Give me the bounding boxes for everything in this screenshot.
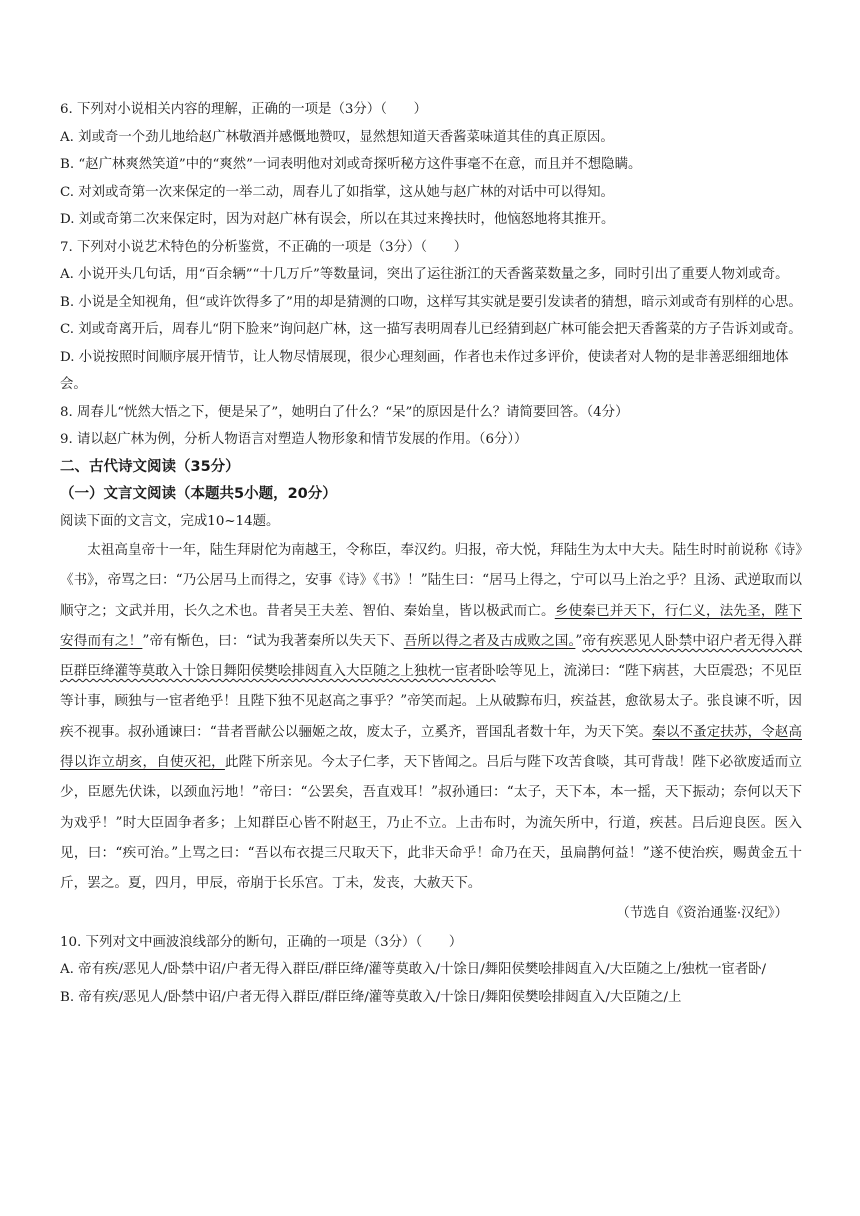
passage-text: ”帝有惭色，曰：“试为我著秦所以失天下、	[142, 632, 404, 649]
question-6-option-b: B. “赵广林爽然笑道”中的“爽然”一词表明他对刘或奇探听秘方这件事毫不在意，而且并不想隐瞒。	[60, 157, 642, 172]
section-heading: 二、古代诗文阅读（35分）	[60, 458, 240, 475]
question-10-option-b: B. 帝有疾/恶见人/卧禁中诏/户者无得入群臣/群臣绛/灌等莫敢入/十馀日/舞阳侯樊哙排闼直入/大臣随之/上	[60, 989, 682, 1005]
question-8: 8. 周春儿“恍然大悟之下，便是呆了”，她明白了什么？“呆”的原因是什么？请简要回答。（4分）	[60, 404, 629, 420]
question-7-option-b: B. 小说是全知视角，但“或许饮得多了”用的却是猜测的口吻，这样写其实就是要引发读者的猜想，暗示刘或奇有别样的心思。	[60, 294, 802, 310]
classical-passage	[60, 535, 802, 899]
exam-page	[60, 96, 802, 1011]
wavy-underlined-passage: 帝有疾恶见人卧禁中诏户者无得入群臣群臣绛灌等莫敢入十馀日舞阳侯樊哙排闼直入大臣随之上独枕一宦者卧	[60, 632, 803, 680]
question-7-option-c: C. 刘或奇离开后，周春儿“阴下脸来”询问赵广林，这一描写表明周春儿已经猜到赵广林可能会把天香酱菜的方子告诉刘或奇。	[60, 322, 802, 337]
underlined-sentence-2: 吾所以得之者及古成败之国。	[403, 632, 576, 649]
underlined-sentence-3: 秦以不蚤定扶苏，令赵高得以诈立胡亥，自使灭祀，	[60, 723, 802, 771]
question-6-option-a: A. 刘或奇一个劲儿地给赵广林敬酒并感慨地赞叹，显然想知道天香酱菜味道其佳的真正原因。	[60, 129, 614, 145]
question-10-option-a: A. 帝有疾/恶见人/卧禁中诏/户者无得入群臣/群臣绛/灌等莫敢入/十馀日/舞阳侯樊哙排闼直入/大臣随之上/独枕一宦者卧/	[60, 962, 767, 978]
question-7-stem: 7. 下列对小说艺术特色的分析鉴赏，不正确的一项是（3分）（ ）	[60, 239, 468, 255]
underlined-sentence-1: 乡使秦已并天下，行仁义，法先圣，陛下安得而有之！	[60, 602, 802, 649]
question-9: 9. 请以赵广林为例，分析人物语言对塑造人物形象和情节发展的作用。（6分））	[60, 432, 528, 447]
passage-paragraph	[60, 535, 802, 899]
question-6-stem: 6. 下列对小说相关内容的理解，正确的一项是（3分）（ ）	[60, 102, 428, 117]
subsection-heading: （一）文言文阅读（本题共5小题，20分）	[60, 485, 337, 502]
passage-text: 太祖高皇帝十一年，陆生拜尉佗为南越王，令称臣，奉汉约。归报，帝大悦，拜陆生为太中大夫。陆生时时前说称《诗》《书》，帝骂之曰：“乃公居马上而得之，安事《诗》《书》！”陆生曰：“居马上得之，宁可以马上治之乎？且汤、武逆取而以顺守之；文武并用，长久之术也。昔者吴王夫差、智伯、秦始皇，皆以极武而亡。	[60, 542, 802, 619]
question-7-option-d: D. 小说按照时间顺序展开情节，让人物尽情展现，很少心理刻画，作者也未作过多评价，使读者对人物的是非善恶细细地体会。	[60, 349, 789, 392]
question-10-stem: 10. 下列对文中画波浪线部分的断句，正确的一项是（3分）（ ）	[60, 934, 463, 950]
passage-source: （节选自《资治通鉴·汉纪》）	[616, 905, 788, 921]
reading-instruction: 阅读下面的文言文，完成10~14题。	[60, 513, 280, 529]
passage-text: ”	[575, 632, 583, 649]
question-7-option-a: A. 小说开头几句话，用“百余辆”“十几万斤”等数量词，突出了运往浙江的天香酱菜数量之多，同时引出了重要人物刘或奇。	[60, 267, 789, 282]
question-6-option-c: C. 对刘或奇第一次来保定的一举二动，周春儿了如指掌，这从她与赵广林的对话中可以得知。	[60, 184, 614, 200]
passage-text: 此陛下所亲见。今太子仁孝，天下皆闻之。吕后与陛下攻苦食啖，其可背哉！陛下必欲废适而立少，臣愿先伏诛，以颈血污地！”帝曰：“公罢矣，吾直戏耳！”叔孙通曰：“太子，天下本，本一摇，天下振动；奈何以天下为戏乎！”时大臣固争者多；上知群臣心皆不附赵王，乃止不立。上击布时，为流矢所中，行道，疾甚。吕后迎良医。医入见，曰：“疾可治。”上骂之曰：“吾以布衣提三尺取天下，此非天命乎！命乃在天，虽扁鹊何益！”遂不使治疾，赐黄金五十斤，罢之。夏，四月，甲辰，帝崩于长乐宫。丁未，发丧，大赦天下。	[60, 754, 802, 892]
question-6-option-d: D. 刘或奇第二次来保定时，因为对赵广林有误会，所以在其过来搀扶时，他恼怒地将其推开。	[60, 212, 615, 227]
passage-text: 哙等见上，流涕曰：“陛下病甚，大臣震恐；不见臣等计事，顾独与一宦者绝乎！且陛下独不见赵高之事乎？”帝笑而起。上从破黥布归，疾益甚，愈欲易太子。张良谏不听，因疾不视事。叔孙通谏曰：“昔者晋献公以骊姬之故，废太子，立奚齐，晋国乱者数十年，为天下笑。	[60, 663, 803, 740]
